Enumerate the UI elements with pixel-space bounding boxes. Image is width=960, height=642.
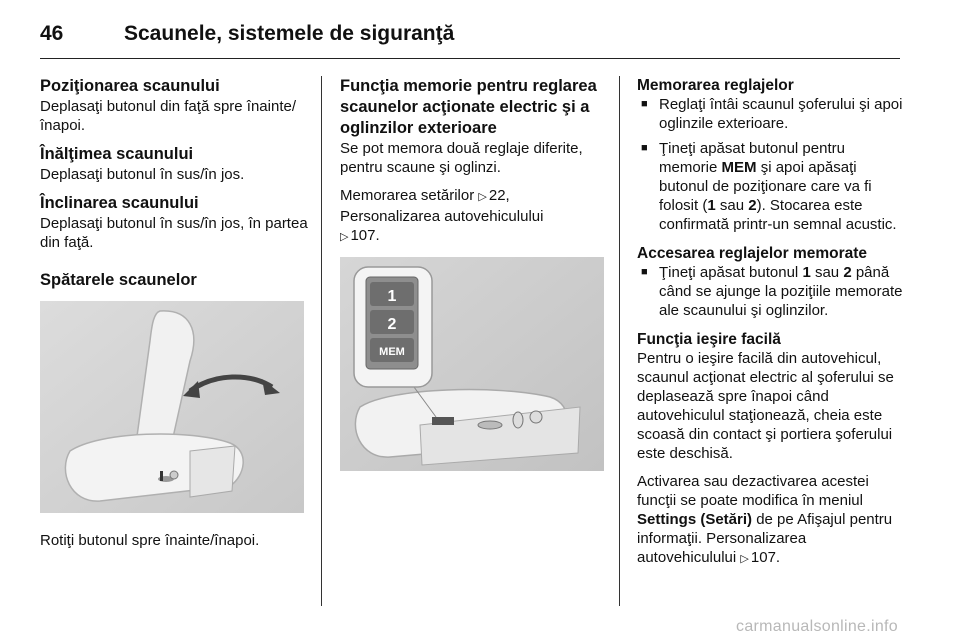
column-divider [619, 76, 620, 606]
section-text: Activarea sau dezactivarea acestei funcţii se poate modifica în meniul Settings (Setări) de pe Afişajul pentru informaţii. Personalizarea autovehiculului ▷ 107. [637, 472, 907, 569]
section-heading: Poziţionarea scaunului [40, 77, 220, 95]
section-text: Pentru o ieşire facilă din autovehicul, scaunul acţionat electric al şoferului se deplasează spre înapoi când autovehiculul staţionează, cheia este scoasă din contact şi portiera şoferului este deschisă. [637, 350, 894, 462]
section-heading: Funcţia ieşire facilă [637, 331, 781, 348]
section-text: Deplasaţi butonul în sus/în jos, în partea din faţă. [40, 215, 308, 251]
column-divider [321, 76, 322, 606]
list-item: ■ Ţineţi apăsat butonul pentru memorie MEM şi apoi apăsaţi butonul de poziţionare care va fi folosit (1 sau 2). Stocarea este confirmată printr-un semnal acustic. [637, 139, 907, 234]
section-heading: Memorarea reglajelor [637, 77, 794, 94]
cross-reference: Memorarea setărilor ▷ 22, Personalizarea autovehiculului ▷ 107. [340, 186, 608, 247]
bullet-list [637, 263, 907, 320]
column-3 [637, 76, 907, 569]
memory-button-mem: MEM [379, 346, 405, 358]
section-text: Deplasaţi butonul în sus/în jos. [40, 166, 245, 183]
page-header [40, 12, 900, 59]
memory-buttons-illustration [340, 257, 604, 471]
page-ref-icon [340, 227, 350, 244]
memory-button-2: 2 [387, 316, 397, 333]
section-heading: Accesarea reglajelor memorate [637, 245, 868, 262]
section-text: Deplasaţi butonul din faţă spre înainte/înapoi. [40, 98, 297, 134]
page-ref-icon [478, 187, 488, 204]
list-item: ■ Ţineţi apăsat butonul 1 sau 2 până când se ajunge la poziţiile memorate ale scaunului şi oglinzilor. [637, 263, 907, 320]
section-heading: Spătarele scaunelor [40, 271, 197, 289]
page-ref-icon [740, 549, 750, 566]
list-item: ■ Reglaţi întâi scaunul şoferului şi apoi oglinzile exterioare. [637, 95, 907, 133]
bullet-list [637, 95, 907, 234]
page-number: 46 [40, 22, 64, 45]
section-text: Se pot memora două reglaje diferite, pentru scaune şi oglinzi. [340, 140, 583, 176]
section-heading: Înclinarea scaunului [40, 194, 199, 212]
column-1 [40, 76, 308, 550]
seat-backrest-illustration [40, 301, 304, 513]
memory-button-1: 1 [387, 288, 397, 305]
watermark: carmanualsonline.info [736, 618, 898, 635]
page-title: Scaunele, sistemele de siguranţă [124, 22, 455, 45]
section-heading: Înălţimea scaunului [40, 145, 194, 163]
column-2 [340, 76, 608, 471]
image-caption: Rotiţi butonul spre înainte/înapoi. [40, 532, 260, 549]
section-heading: Funcţia memorie pentru reglarea scaunelor acţionate electric şi a oglinzilor exterioare [340, 77, 597, 137]
